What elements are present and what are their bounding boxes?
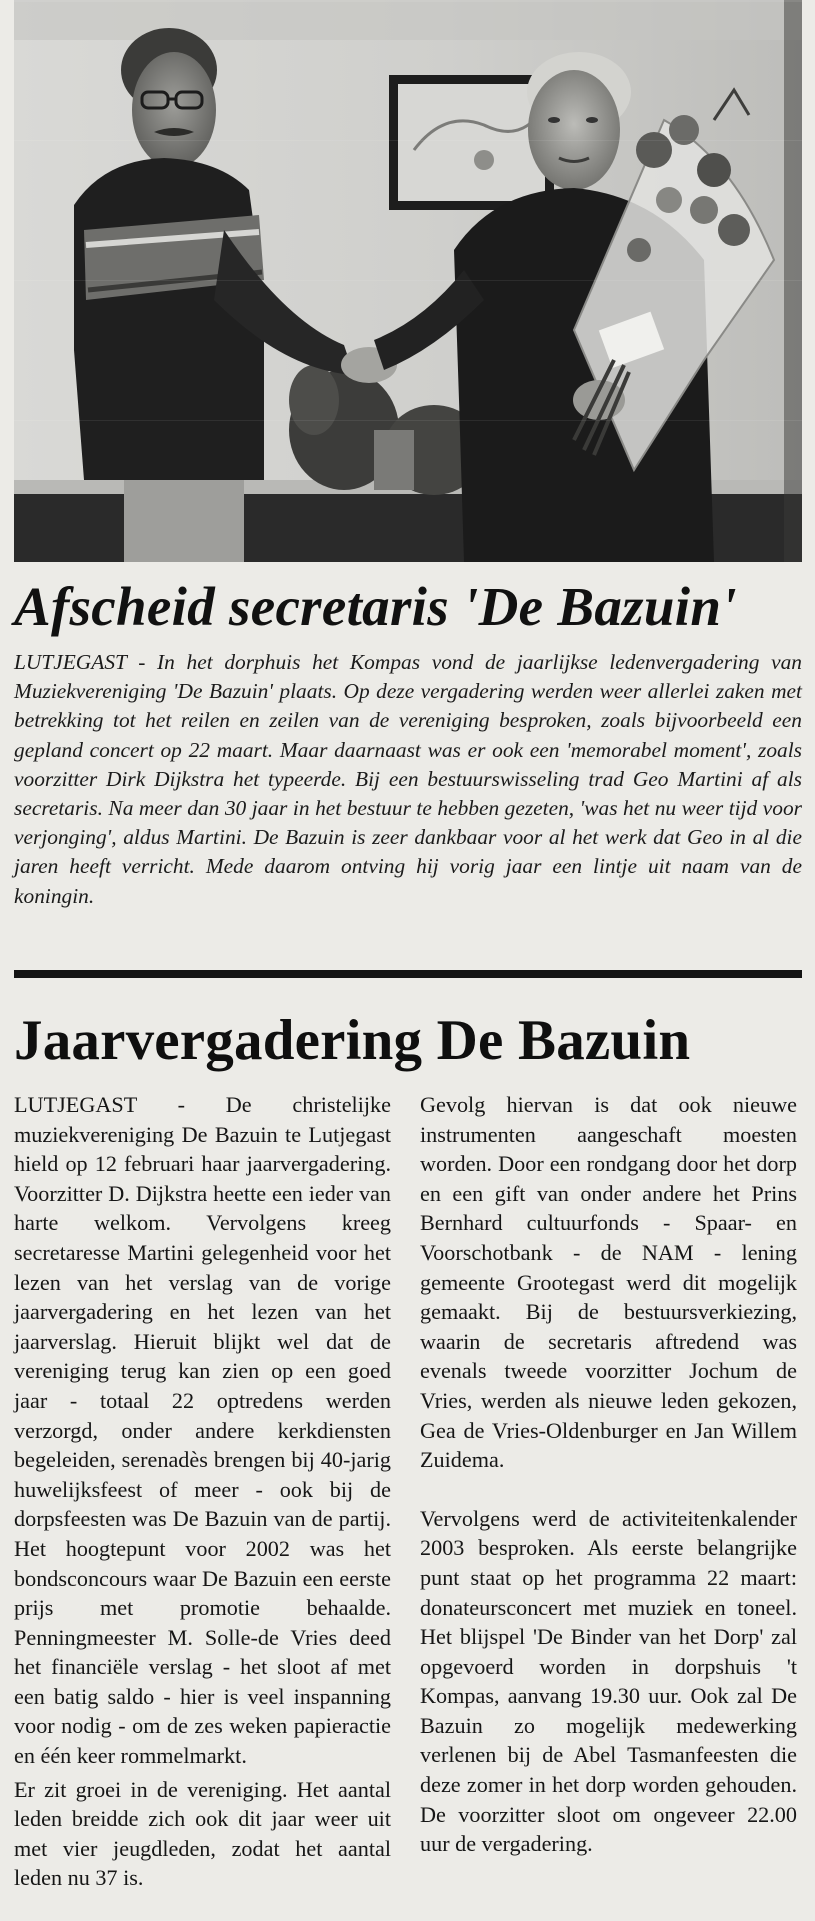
paragraph: Vervolgens werd de activiteitenkalender 2003 besproken. Als eerste belangrijke punt staat op het programma 22 maart: donateursconcert met muziek en toneel. Het blijspel 'De Binder van het Dorp' zal opgevoerd worden in dorpshuis 't Kompas, aanvang 19.30 uur. Ook zal De Bazuin zo mogelijk medewerking verlenen bij de Abel Tasmanfeesten die deze zomer in het dorp worden gehouden. De voorzitter sloot om ongeveer 22.00 uur de vergadering.	[420, 1505, 797, 1857]
article1-lead: LUTJEGAST - In het dorphuis het Kompas vond de jaarlijkse ledenvergadering van Muziekvereniging 'De Bazuin' plaats. Op deze vergadering werden weer allerlei zaken met betrekking tot het reilen en zeilen van de vereniging besproken, zoals bijvoorbeeld een gepland concert op 22 maart. Maar daarnaast was er ook een 'memorabel moment', zoals voorzitter Dirk Dijkstra het typeerde. Bij een bestuurswisseling trad Geo Martini af als secretaris. Na meer dan 30 jaar in het bestuur te hebben gezeten, 'was het nu weer tijd voor verjonging', aldus Martini. De Bazuin is zeer dankbaar voor al het werk dat Geo in al die jaren heeft verricht. Mede daarom ontving hij vorig jaar een lintje uit naam van de koningin.	[14, 650, 802, 908]
paragraph: Gevolg hiervan is dat ook nieuwe instrumenten aangeschaft moesten worden. Door een rondgang door het dorp en een gift van onder andere het Prins Bernhard cultuurfonds - Spaar- en Voorschotbank - de NAM - lening gemeente Grootegast werd dit mogelijk gemaakt. Bij de bestuursverkiezing, waarin de secretaris aftredend was evenals tweede voorzitter Jochum de Vries, werden als nieuwe leden gekozen, Gea de Vries-Oldenburger en Jan Willem Zuidema.	[420, 1092, 797, 1473]
handshake-photo	[14, 0, 802, 562]
newspaper-clipping	[14, 0, 802, 1921]
article2-right-column	[420, 1090, 797, 1859]
paragraph: Er zit groei in de vereniging. Het aantal leden breidde zich ook dit jaar weer uit met vier jeugdleden, zodat het aantal leden nu 37 is.	[14, 1776, 391, 1891]
article2-headline: Jaarvergadering De Bazuin	[14, 1009, 691, 1072]
article1-headline: Afscheid secretaris 'De Bazuin'	[14, 576, 737, 637]
paragraph: LUTJEGAST - De christelijke muziekvereniging De Bazuin te Lutjegast hield op 12 februari haar jaarvergadering. Voorzitter D. Dijkstra heette een ieder van harte welkom. Vervolgens kreeg secretaresse Martini gelegenheid voor het lezen van het verslag van de vorige jaarvergadering en het lezen van het jaarverslag. Hieruit blijkt wel dat de vereniging terug kan zien op een goed jaar - totaal 22 optredens werden verzorgd, onder andere kerkdiensten begeleiden, serenadès brengen bij 40-jarig huwelijksfeest of meer - ook bij de dorpsfeesten was De Bazuin van de partij. Het hoogtepunt voor 2002 was het bondsconcours waar De Bazuin een eerste prijs met promotie behaalde. Penningmeester M. Solle-de Vries deed het financiële verslag - het sloot af met een batig saldo - hier is veel inspanning voor nodig - om de zes weken papieractie en één keer rommelmarkt.	[14, 1092, 391, 1769]
article2-left-column	[14, 1090, 391, 1893]
section-divider	[14, 970, 802, 978]
